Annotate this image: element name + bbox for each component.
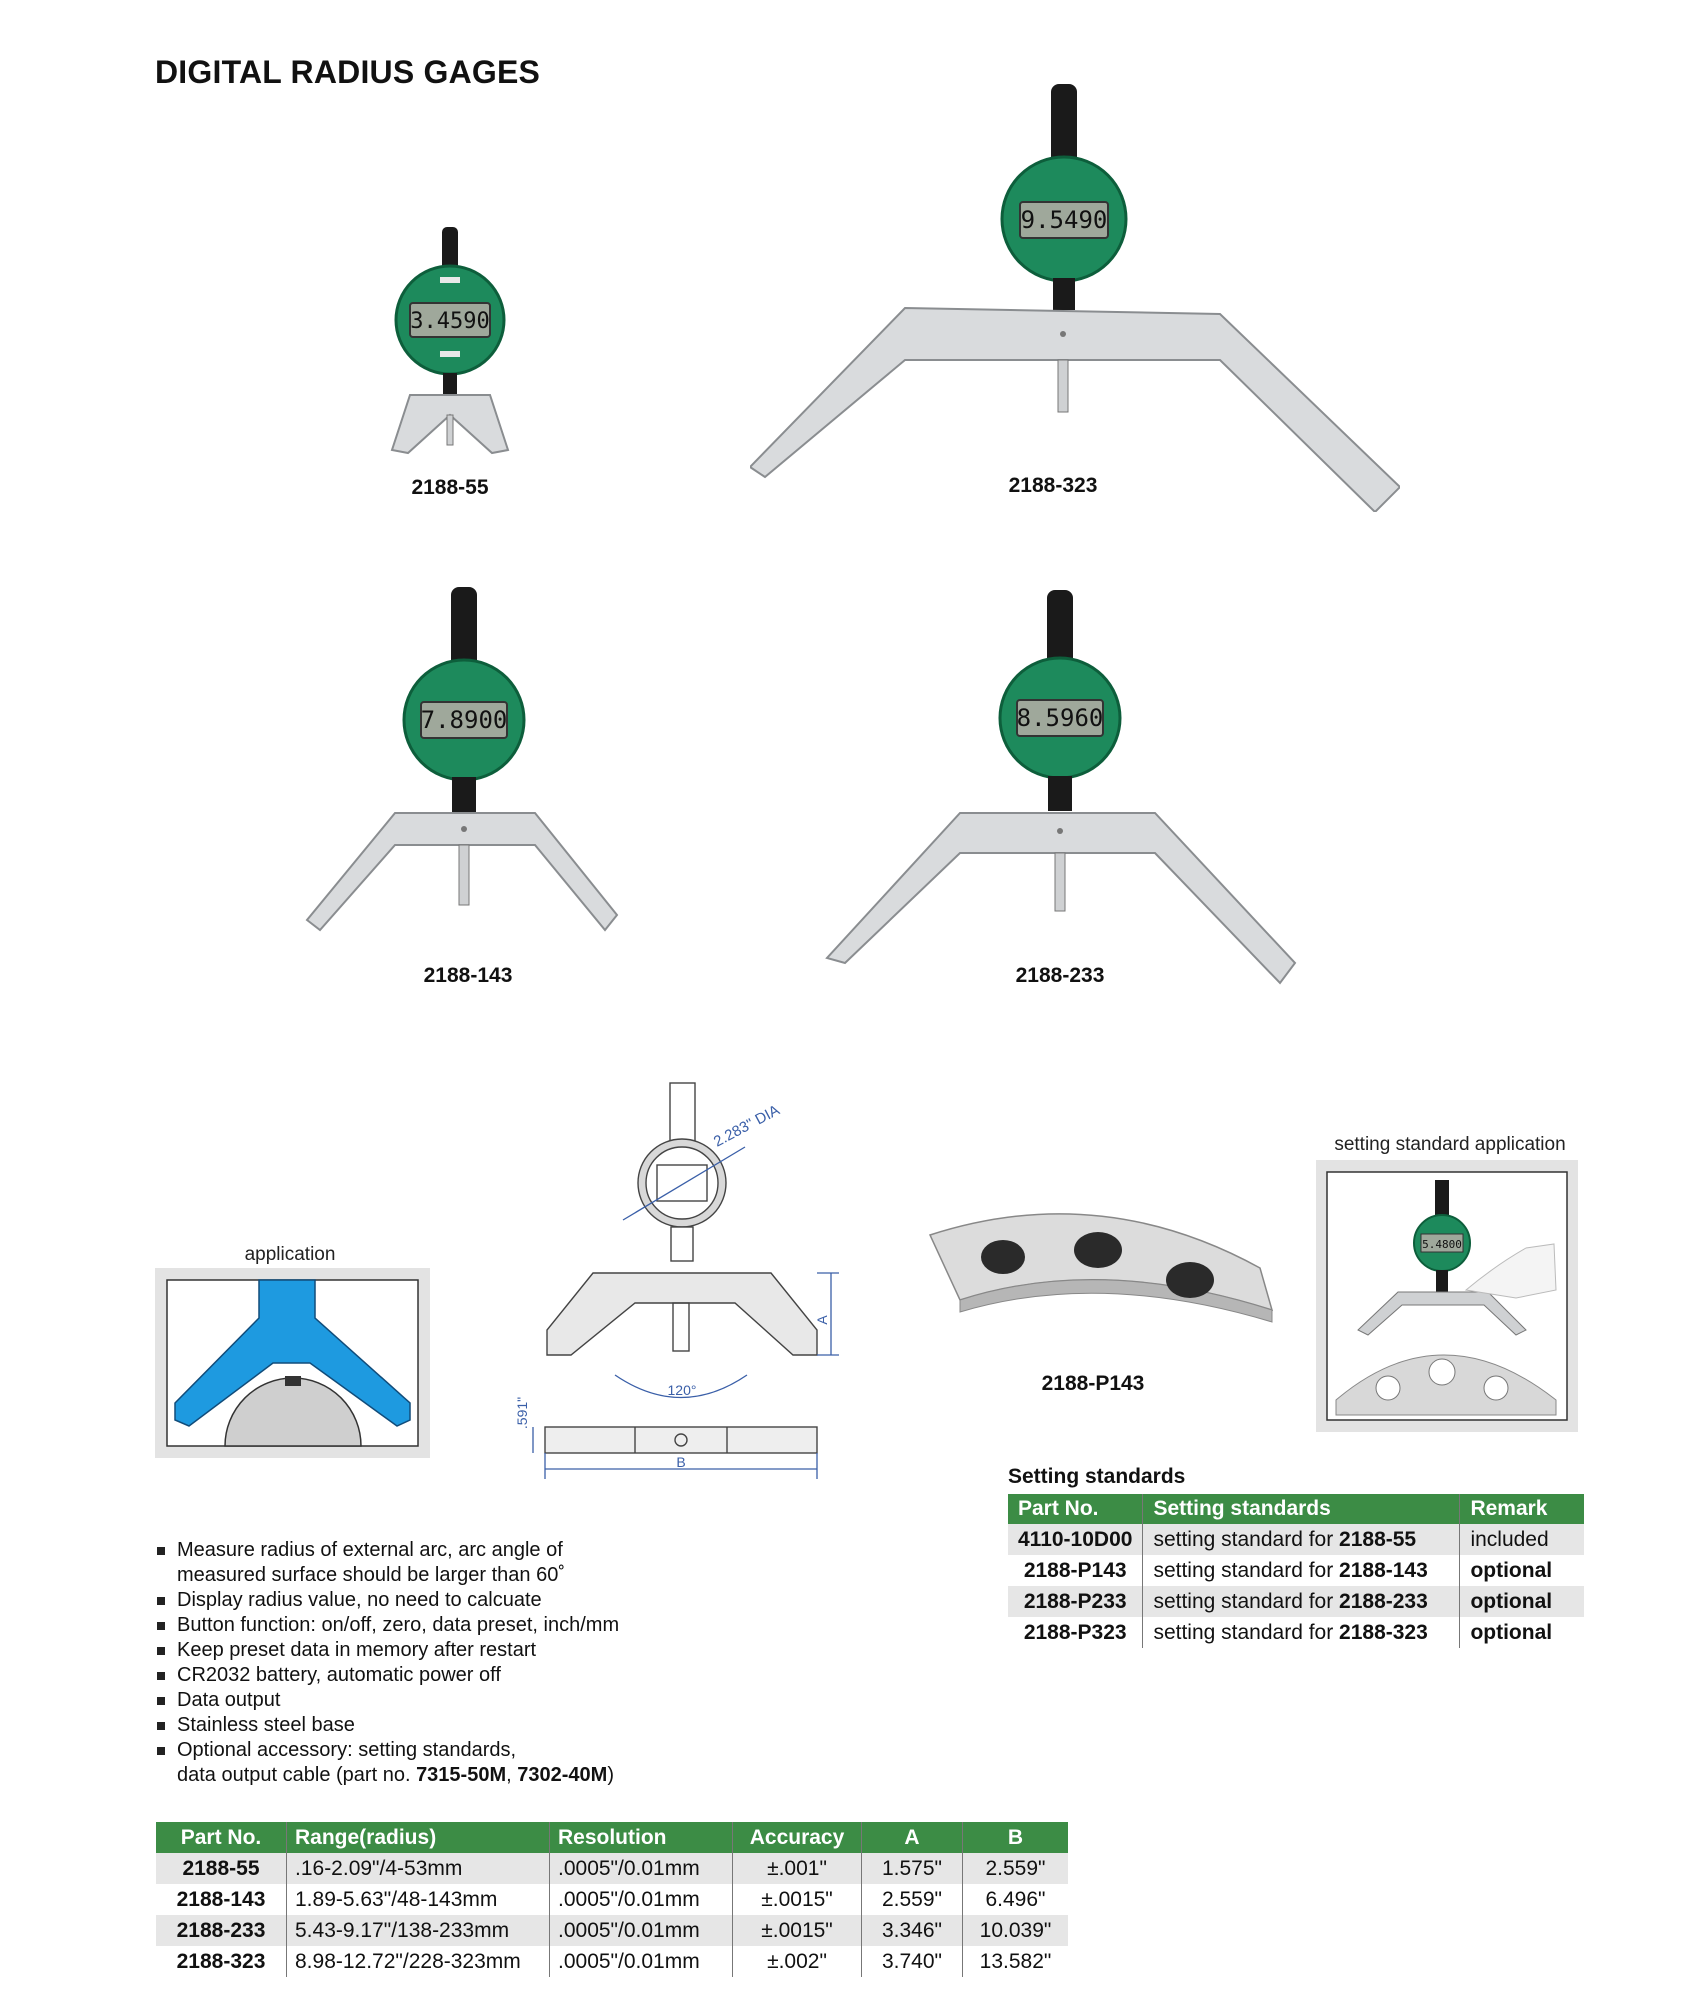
setting-standard-application-photo [1316, 1160, 1578, 1437]
part-number: 4110-10D00 [1008, 1524, 1143, 1555]
column-header: A [862, 1822, 963, 1853]
column-header: Range(radius) [287, 1822, 550, 1853]
technical-drawing [505, 1075, 840, 1485]
column-header: Part No. [156, 1822, 287, 1853]
table-row [156, 1946, 1068, 1977]
table-header-row [1008, 1494, 1584, 1524]
column-header: Remark [1460, 1494, 1584, 1524]
standard-description [1143, 1586, 1460, 1617]
closing-paren: ) [607, 1764, 614, 1786]
feature-text: Measure radius of external arc, arc angle of [177, 1539, 563, 1561]
product-image-2188-233 [825, 588, 1305, 988]
list-item [155, 1538, 715, 1588]
part-number: 2188-323 [156, 1946, 287, 1977]
dimension-a-value: 3.740" [862, 1946, 963, 1977]
accuracy: ±.0015" [733, 1915, 862, 1946]
remark: optional [1460, 1555, 1584, 1586]
spec-table [156, 1822, 1068, 1977]
remark: optional [1460, 1586, 1584, 1617]
angle-dimension: 120° [667, 1382, 697, 1398]
table-row [156, 1853, 1068, 1884]
cable-part-b: 7302-40M [517, 1764, 608, 1786]
part-number: 2188-233 [156, 1915, 287, 1946]
setting-standards-title: Setting standards [1008, 1465, 1186, 1488]
product-image-2188-55 [380, 225, 520, 460]
part-number: 2188-P233 [1008, 1586, 1143, 1617]
product-image-2188-323 [750, 82, 1400, 512]
dimension-a-value: 3.346" [862, 1915, 963, 1946]
table-row [1008, 1586, 1584, 1617]
list-item: Display radius value, no need to calcuate [155, 1588, 715, 1613]
product-caption: 2188-323 [1008, 474, 1098, 497]
remark: optional [1460, 1617, 1584, 1648]
remark: included [1460, 1524, 1584, 1555]
feature-text: Optional accessory: setting standards, [177, 1739, 517, 1761]
resolution: .0005"/0.01mm [550, 1853, 733, 1884]
cable-part-a: 7315-50M [416, 1764, 507, 1786]
table-header-row [156, 1822, 1068, 1853]
range: 1.89-5.63"/48-143mm [287, 1884, 550, 1915]
part-number: 2188-P323 [1008, 1617, 1143, 1648]
setting-standard-caption: 2188-P143 [1041, 1372, 1145, 1395]
description-text: setting standard for [1153, 1558, 1340, 1582]
lcd-reading: 3.4590 [410, 309, 490, 334]
page-title: DIGITAL RADIUS GAGES [155, 54, 541, 90]
column-header: Resolution [550, 1822, 733, 1853]
column-header: Accuracy [733, 1822, 862, 1853]
setting-standards-table [1008, 1494, 1584, 1648]
dimension-a-value: 2.559" [862, 1884, 963, 1915]
accuracy: ±.0015" [733, 1884, 862, 1915]
list-item: Keep preset data in memory after restart [155, 1638, 715, 1663]
product-caption: 2188-143 [423, 964, 513, 987]
description-model: 2188-55 [1339, 1527, 1417, 1551]
description-text: setting standard for [1153, 1527, 1340, 1551]
part-number: 2188-143 [156, 1884, 287, 1915]
dimension-a-value: 1.575" [862, 1853, 963, 1884]
resolution: .0005"/0.01mm [550, 1915, 733, 1946]
column-header: B [963, 1822, 1069, 1853]
feature-list [155, 1538, 715, 1788]
list-item: CR2032 battery, automatic power off [155, 1663, 715, 1688]
thickness-dimension: .591" [514, 1396, 530, 1430]
standard-description [1143, 1524, 1460, 1555]
feature-text-cont: data output cable (part no. [177, 1764, 417, 1786]
feature-text-cont: measured surface should be larger than 60˚ [177, 1564, 566, 1586]
part-number: 2188-P143 [1008, 1555, 1143, 1586]
accuracy: ±.002" [733, 1946, 862, 1977]
accuracy: ±.001" [733, 1853, 862, 1884]
part-number: 2188-55 [156, 1853, 287, 1884]
table-row [156, 1884, 1068, 1915]
lcd-reading: 9.5490 [1020, 206, 1108, 234]
description-model: 2188-143 [1339, 1558, 1428, 1582]
dimension-b-value: 2.559" [963, 1853, 1069, 1884]
description-model: 2188-323 [1339, 1620, 1428, 1644]
standard-description [1143, 1555, 1460, 1586]
standard-description [1143, 1617, 1460, 1648]
table-row [1008, 1555, 1584, 1586]
lcd-reading: 8.5960 [1016, 704, 1104, 732]
description-model: 2188-233 [1339, 1589, 1428, 1613]
lcd-reading: 7.8900 [420, 706, 508, 734]
dimension-b-value: 10.039" [963, 1915, 1069, 1946]
dimension-a: A [814, 1315, 830, 1325]
table-row [156, 1915, 1068, 1946]
product-caption: 2188-233 [1015, 964, 1105, 987]
lcd-reading: 5.4800 [1422, 1238, 1462, 1251]
list-item: Data output [155, 1688, 715, 1713]
product-image-2188-143 [305, 585, 625, 955]
setting-standard-image [920, 1200, 1280, 1365]
range: 5.43-9.17"/138-233mm [287, 1915, 550, 1946]
range: .16-2.09"/4-53mm [287, 1853, 550, 1884]
dimension-b-value: 13.582" [963, 1946, 1069, 1977]
resolution: .0005"/0.01mm [550, 1946, 733, 1977]
list-item: Stainless steel base [155, 1713, 715, 1738]
application-label: application [244, 1244, 336, 1265]
range: 8.98-12.72"/228-323mm [287, 1946, 550, 1977]
separator: , [506, 1764, 518, 1786]
product-caption: 2188-55 [411, 476, 489, 499]
dimension-b: B [676, 1454, 686, 1470]
resolution: .0005"/0.01mm [550, 1884, 733, 1915]
column-header: Part No. [1008, 1494, 1143, 1524]
table-row [1008, 1524, 1584, 1555]
setting-standard-application-label: setting standard application [1334, 1134, 1566, 1155]
description-text: setting standard for [1153, 1589, 1340, 1613]
application-diagram [155, 1268, 430, 1463]
table-row [1008, 1617, 1584, 1648]
dimension-b-value: 6.496" [963, 1884, 1069, 1915]
column-header: Setting standards [1143, 1494, 1460, 1524]
description-text: setting standard for [1153, 1620, 1340, 1644]
dia-dimension: 2.283" DIA [710, 1101, 783, 1151]
list-item [155, 1738, 715, 1788]
list-item: Button function: on/off, zero, data preset, inch/mm [155, 1613, 715, 1638]
